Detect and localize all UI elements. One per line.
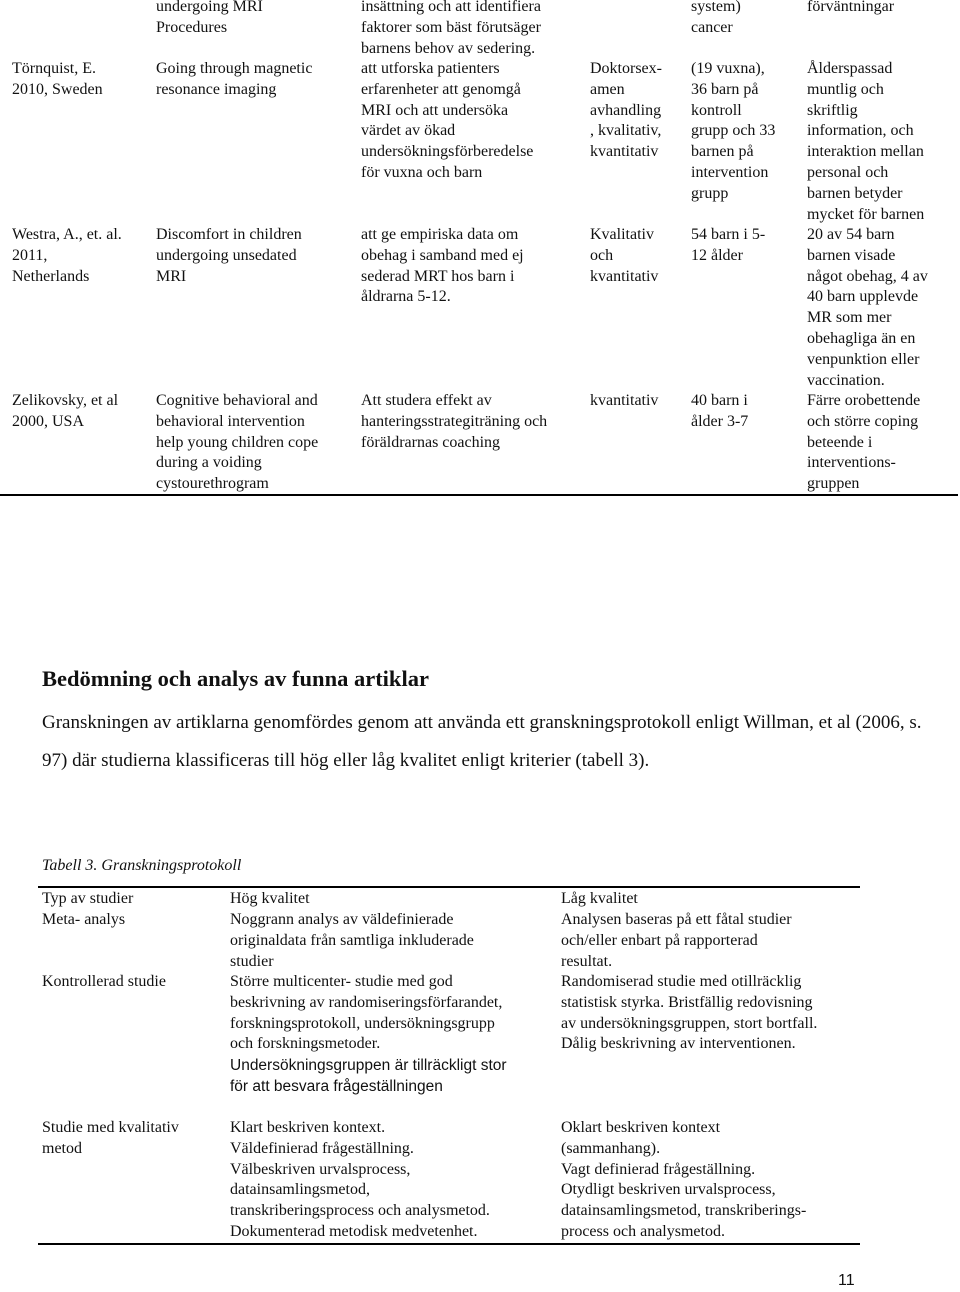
table-cell-result: Ålderspassad muntlig och skriftlig information, och interaktion mellan personal och barnen betyder mycket för barnen	[807, 60, 925, 223]
table3-caption: Tabell 3. Granskningsprotokoll	[42, 857, 242, 874]
table-cell-method: Doktorsex- amen avhandling , kvalitativ, kvantitativ	[590, 60, 662, 161]
table-cell-title: Going through magnetic resonance imaging	[156, 60, 313, 98]
table-cell-method: kvantitativ	[590, 392, 659, 409]
section-heading: Bedömning och analys av funna artiklar	[42, 666, 429, 691]
table3-row-type: Studie med kvalitativ metod	[42, 1119, 179, 1157]
table3-top-rule	[38, 886, 860, 888]
table-cell-result: 20 av 54 barn barnen visade något obehag, 4 av 40 barn upplevde MR som mer obehagliga än en venpunktion eller vaccination.	[807, 226, 928, 389]
page-number: 11	[838, 1272, 855, 1289]
table-cell-title: Discomfort in children undergoing unsedated MRI	[156, 226, 302, 285]
table-cell-aim: att ge empiriska data om obehag i samband med ej sederad MRT hos barn i åldrarna 5-12.	[361, 226, 524, 306]
table-cell-result: Färre orobettende och större coping beteende i interventions- gruppen	[807, 392, 921, 493]
table-cell-aim: Att studera effekt av hanteringsstrategiträning och föräldrarnas coaching	[361, 392, 548, 451]
table-cell-sample: system) cancer	[691, 0, 741, 36]
table3-header-high: Hög kvalitet	[230, 890, 310, 907]
table3-row-high-extra: Undersökningsgruppen är tillräckligt stor för att besvara frågeställningen	[230, 1057, 507, 1095]
table3-row-high: Större multicenter- studie med god beskrivning av randomiseringsförfarandet, forskningsprotokoll, undersökningsgrupp och forskningsmetoder.	[230, 973, 503, 1053]
table-cell-author: Törnquist, E. 2010, Sweden	[12, 60, 103, 98]
table3-row-high: Klart beskriven kontext. Väldefinierad frågeställning. Välbeskriven urvalsprocess, datainsamlingsmetod, transkriberingsprocess och analysmetod. Dokumenterad metodisk medvetenhet.	[230, 1119, 490, 1240]
table-cell-result: förväntningar	[807, 0, 895, 15]
table3-row-type: Meta- analys	[42, 911, 126, 928]
table-cell-sample: (19 vuxna), 36 barn på kontroll grupp och 33 barnen på intervention grupp	[691, 60, 776, 202]
table3-row-type: Kontrollerad studie	[42, 973, 166, 990]
table-cell-sample: 40 barn i ålder 3-7	[691, 392, 749, 430]
table-cell-author: Westra, A., et. al. 2011, Netherlands	[12, 226, 122, 285]
table-cell-method: Kvalitativ och kvantitativ	[590, 226, 659, 285]
table3-row-high: Noggrann analys av väldefinierade originaldata från samtliga inkluderade studier	[230, 911, 474, 970]
table-cell-aim: insättning och att identifiera faktorer som bäst förutsäger barnens behov av sedering.	[361, 0, 541, 57]
table-cell-aim: att utforska patienters erfarenheter att genomgå MRI och att undersöka värdet av ökad undersökningsförberedelse för vuxna och barn	[361, 60, 534, 181]
table3-row-low: Analysen baseras på ett fåtal studier och/eller enbart på rapporterad resultat.	[561, 911, 792, 970]
table3-header-low: Låg kvalitet	[561, 890, 638, 907]
table-cell-title: undergoing MRI Procedures	[156, 0, 263, 36]
table3-header-type: Typ av studier	[42, 890, 134, 907]
table-cell-author: Zelikovsky, et al 2000, USA	[12, 392, 119, 430]
table3-row-low: Oklart beskriven kontext (sammanhang). Vagt definierad frågeställning. Otydligt beskriven urvalsprocess, datainsamlingsmetod, transkriberings- process och analysmetod.	[561, 1119, 807, 1240]
table3-bottom-rule	[38, 1243, 860, 1245]
table-cell-title: Cognitive behavioral and behavioral intervention help young children cope during a voiding cystourethrogram	[156, 392, 319, 493]
table3-row-low: Randomiserad studie med otillräcklig statistisk styrka. Bristfällig redovisning av undersökningsgruppen, stort bortfall. Dålig beskrivning av interventionen.	[561, 973, 818, 1053]
section-paragraph: Granskningen av artiklarna genomfördes genom att använda ett granskningsprotokoll enligt Willman, et al (2006, s. 97) där studierna klassificeras till hög eller låg kvalitet enligt kriterier (tabell 3).	[42, 712, 922, 771]
table-bottom-rule	[0, 494, 958, 496]
table-cell-sample: 54 barn i 5- 12 ålder	[691, 226, 766, 264]
